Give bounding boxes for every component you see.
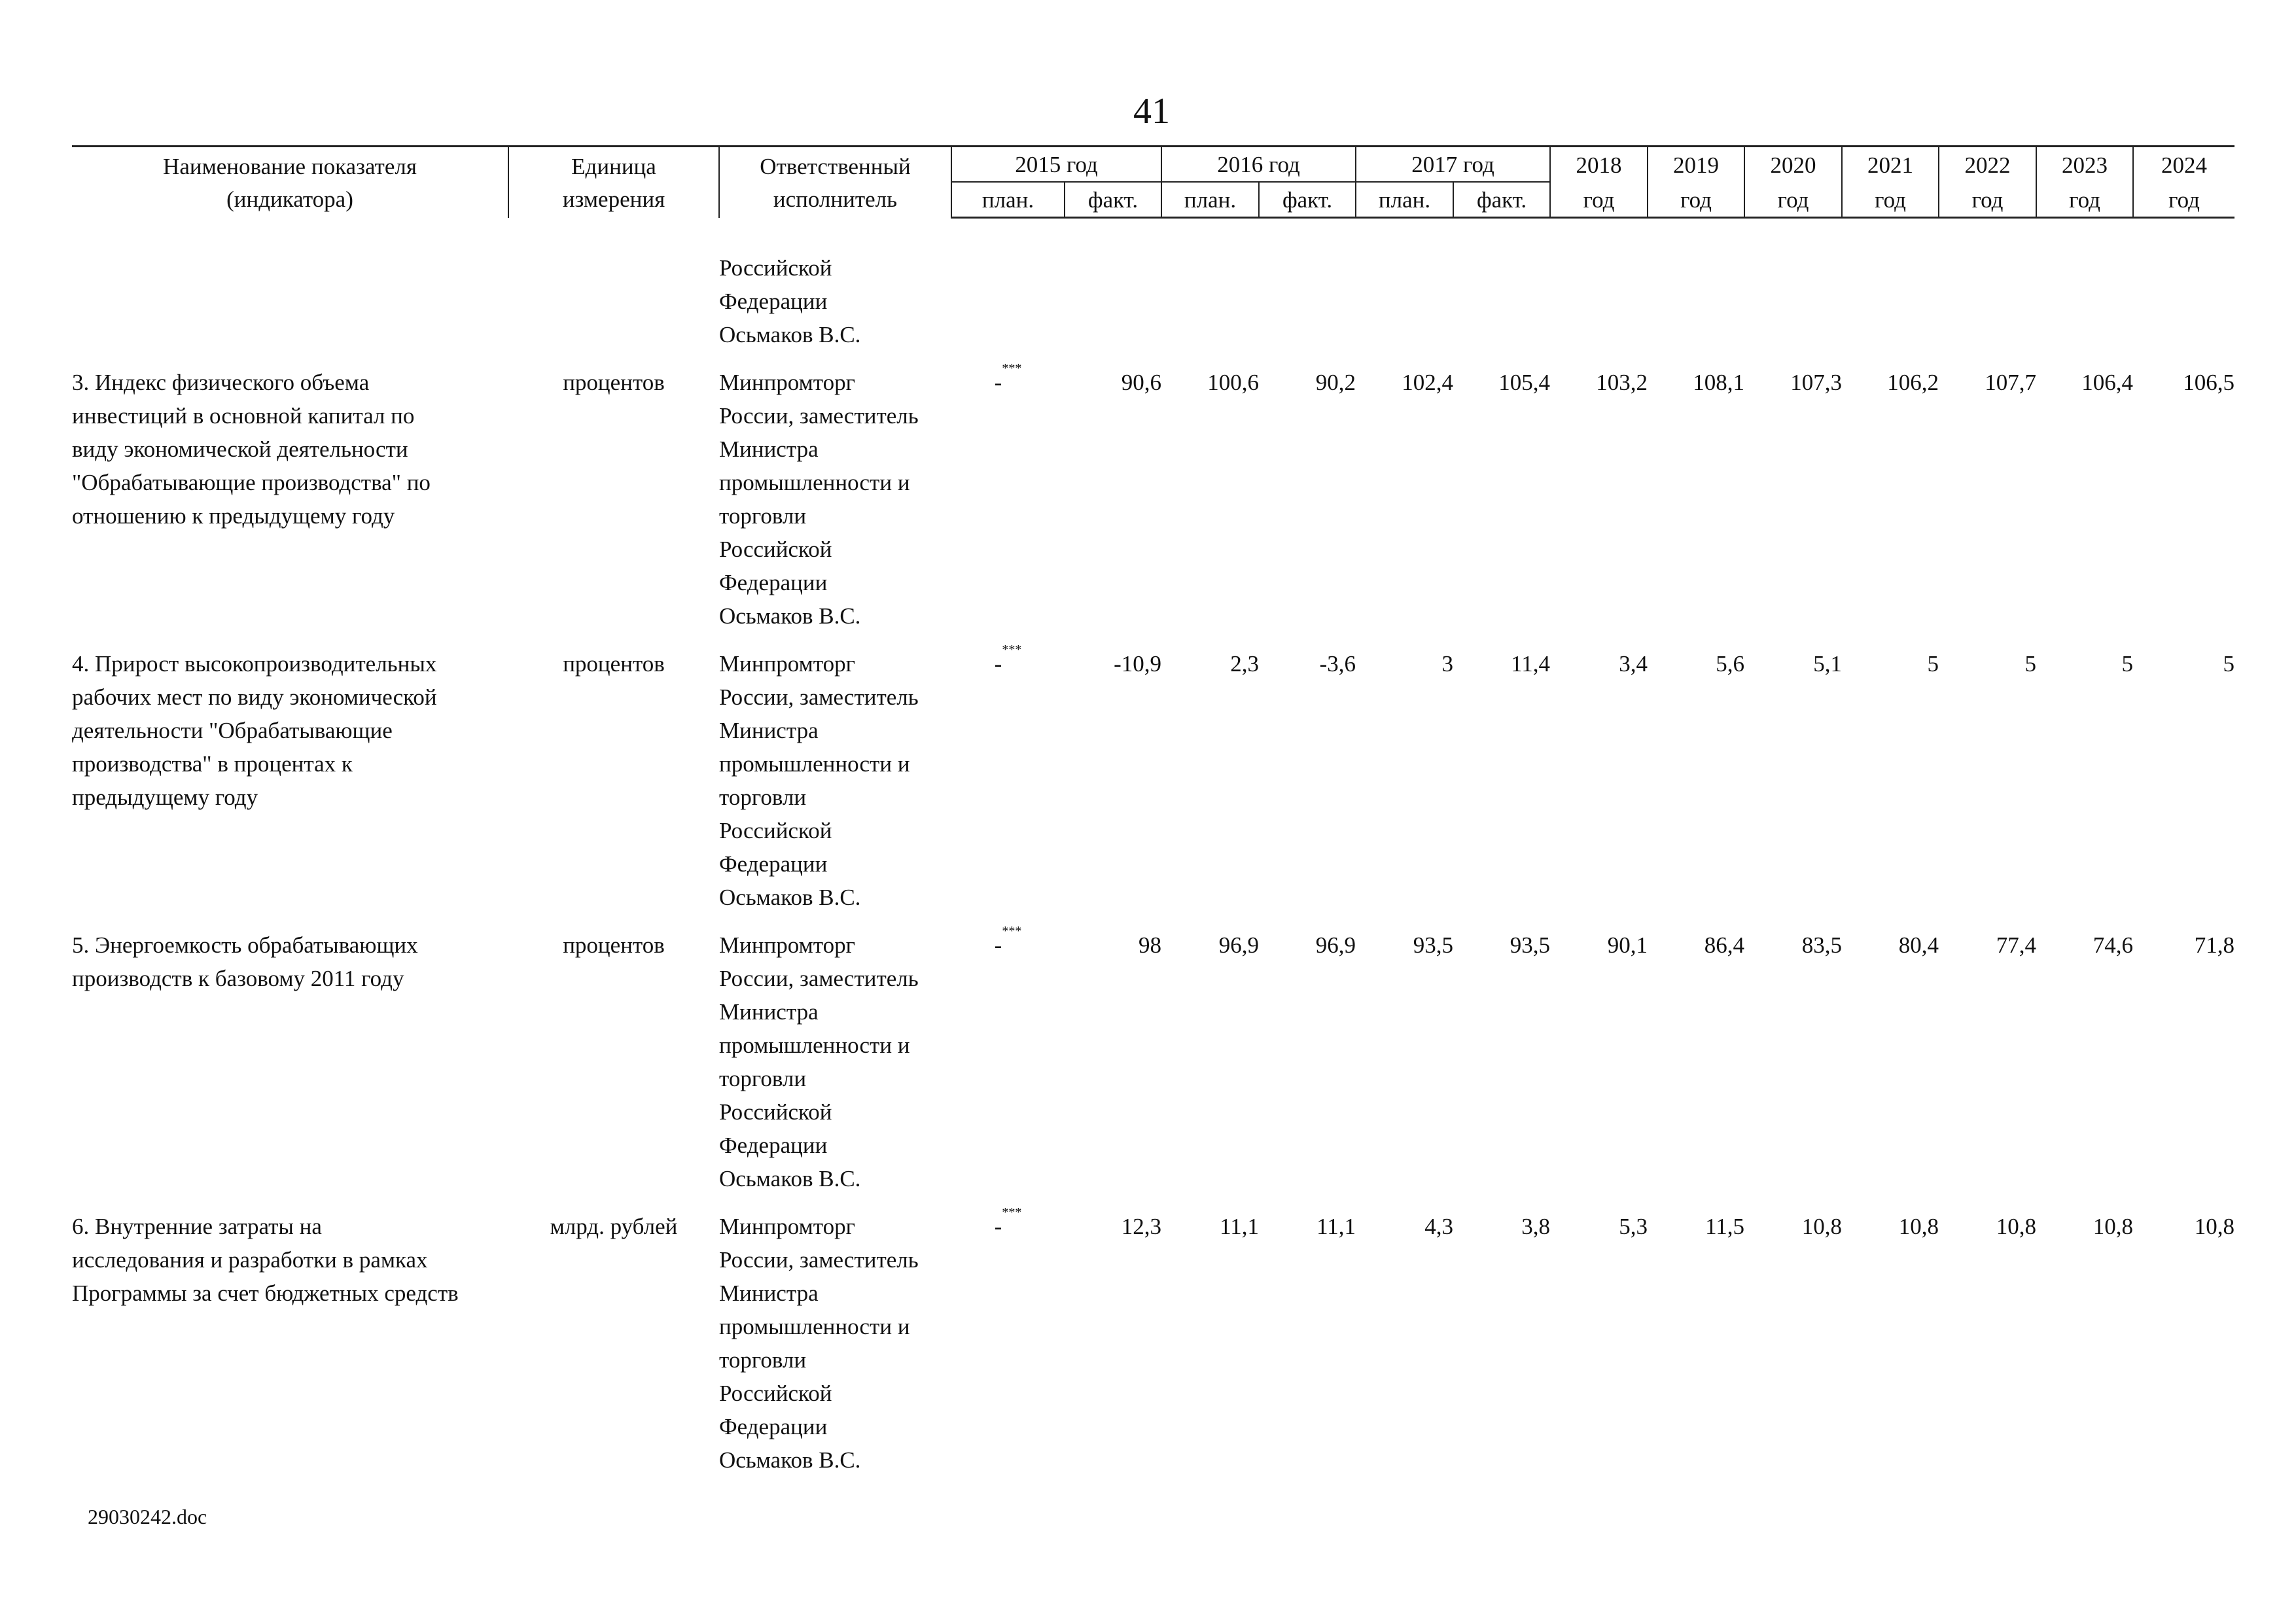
value-2018: 5,3 <box>1619 1214 1648 1239</box>
value-2022: 5 <box>2024 651 2037 677</box>
header-suffix-2018: год <box>1550 182 1648 218</box>
indicator-name: 3. Индекс физического объема инвестиций в основной капитал по виду экономической деятельности "Обрабатывающие производства" по отношению к предыдущему году <box>72 370 431 529</box>
value-2021: 80,4 <box>1898 932 1939 958</box>
header-responsible: Ответственный исполнитель <box>719 147 951 218</box>
indicator-responsible: Минпромторг России, заместитель Министра промышленности и торговли Российской Федерации Осьмаков В.С. <box>719 1214 919 1473</box>
value-2018: 3,4 <box>1619 651 1648 677</box>
header-suffix-2023: год <box>2036 182 2133 218</box>
value-fact-2016: 96,9 <box>1315 932 1356 958</box>
value-2019: 11,5 <box>1705 1214 1745 1239</box>
header-year-2023: 2023 <box>2036 147 2133 183</box>
value-plan-2016: 11,1 <box>1220 1214 1260 1239</box>
header-year-2022: 2022 <box>1939 147 2036 183</box>
indicators-table <box>72 145 2234 1477</box>
value-2020: 83,5 <box>1801 932 1843 958</box>
value-2021: 10,8 <box>1898 1214 1939 1239</box>
document-filename: 29030242.doc <box>88 1505 207 1528</box>
value-plan-2016: 100,6 <box>1207 370 1260 395</box>
indicator-name: 4. Прирост высокопроизводительных рабочих мест по виду экономической деятельности "Обрабатывающие производства" в процентах к предыдущему году <box>72 651 437 810</box>
indicator-row <box>72 1195 2234 1477</box>
header-fact-2017: факт. <box>1453 182 1550 218</box>
header-unit: Единица измерения <box>508 147 719 218</box>
continuation-responsible: Российской Федерации Осьмаков В.С. <box>719 255 861 347</box>
value-fact-2016: 11,1 <box>1316 1214 1356 1239</box>
value-plan-2015: -*** <box>994 361 1022 395</box>
value-plan-2017: 3 <box>1441 651 1454 677</box>
indicator-unit: процентов <box>563 370 665 395</box>
value-2023: 74,6 <box>2093 932 2134 958</box>
value-fact-2015: 90,6 <box>1121 370 1162 395</box>
header-plan-2016: план. <box>1161 182 1259 218</box>
value-fact-2017: 93,5 <box>1510 932 1551 958</box>
value-2023: 10,8 <box>2093 1214 2134 1239</box>
value-plan-2015: -*** <box>994 924 1022 958</box>
value-plan-2017: 4,3 <box>1424 1214 1454 1239</box>
value-2024: 71,8 <box>2194 932 2235 958</box>
value-plan-2017: 93,5 <box>1413 932 1454 958</box>
footnote-marker: *** <box>1002 1205 1022 1220</box>
value-2023: 106,4 <box>2081 370 2134 395</box>
header-suffix-2022: год <box>1939 182 2036 218</box>
header-year-2019: 2019 <box>1648 147 1744 183</box>
header-year-2015: 2015 год <box>951 147 1161 183</box>
indicator-responsible: Минпромторг России, заместитель Министра промышленности и торговли Российской Федерации Осьмаков В.С. <box>719 932 919 1191</box>
value-2019: 86,4 <box>1704 932 1745 958</box>
indicator-unit: процентов <box>563 651 665 677</box>
header-year-2018: 2018 <box>1550 147 1648 183</box>
indicator-name: 6. Внутренние затраты на исследования и разработки в рамках Программы за счет бюджетных средств <box>72 1214 459 1306</box>
header-indicator-name: Наименование показателя (индикатора) <box>72 147 508 218</box>
header-suffix-2019: год <box>1648 182 1744 218</box>
header-year-2016: 2016 год <box>1161 147 1356 183</box>
value-2018: 103,2 <box>1596 370 1648 395</box>
header-year-2020: 2020 <box>1744 147 1842 183</box>
footnote-marker: *** <box>1002 361 1022 376</box>
value-2024: 5 <box>2223 651 2235 677</box>
continuation-row <box>72 251 2234 351</box>
value-2022: 10,8 <box>1996 1214 2037 1239</box>
value-2020: 107,3 <box>1790 370 1843 395</box>
value-2019: 5,6 <box>1716 651 1745 677</box>
value-plan-2016: 96,9 <box>1218 932 1260 958</box>
value-fact-2016: 90,2 <box>1315 370 1356 395</box>
header-fact-2015: факт. <box>1065 182 1161 218</box>
footnote-marker: *** <box>1002 924 1022 938</box>
value-plan-2016: 2,3 <box>1230 651 1260 677</box>
header-year-2024: 2024 <box>2133 147 2234 183</box>
indicator-responsible: Минпромторг России, заместитель Министра промышленности и торговли Российской Федерации Осьмаков В.С. <box>719 370 919 629</box>
page-number: 41 <box>1133 91 1170 132</box>
value-plan-2015: -*** <box>994 1205 1022 1239</box>
value-2024: 106,5 <box>2183 370 2235 395</box>
value-plan-2017: 102,4 <box>1402 370 1454 395</box>
header-suffix-2020: год <box>1744 182 1842 218</box>
header-plan-2015: план. <box>951 182 1065 218</box>
value-fact-2015: 12,3 <box>1121 1214 1162 1239</box>
value-2021: 5 <box>1927 651 1939 677</box>
indicator-responsible: Минпромторг России, заместитель Министра промышленности и торговли Российской Федерации Осьмаков В.С. <box>719 651 919 910</box>
value-2019: 108,1 <box>1693 370 1745 395</box>
value-2020: 10,8 <box>1801 1214 1843 1239</box>
value-2020: 5,1 <box>1813 651 1843 677</box>
value-fact-2015: -10,9 <box>1114 651 1162 677</box>
indicator-unit: млрд. рублей <box>550 1214 678 1239</box>
header-fact-2016: факт. <box>1259 182 1356 218</box>
value-2021: 106,2 <box>1887 370 1939 395</box>
footnote-marker: *** <box>1002 643 1022 657</box>
value-2022: 107,7 <box>1985 370 2037 395</box>
value-fact-2016: -3,6 <box>1319 651 1356 677</box>
value-fact-2017: 3,8 <box>1521 1214 1551 1239</box>
header-suffix-2021: год <box>1842 182 1939 218</box>
value-2023: 5 <box>2121 651 2134 677</box>
header-plan-2017: план. <box>1356 182 1453 218</box>
value-fact-2015: 98 <box>1139 932 1162 958</box>
value-2024: 10,8 <box>2194 1214 2235 1239</box>
header-suffix-2024: год <box>2133 182 2234 218</box>
indicator-unit: процентов <box>563 932 665 958</box>
header-year-2017: 2017 год <box>1356 147 1550 183</box>
value-2022: 77,4 <box>1996 932 2037 958</box>
indicator-row <box>72 914 2234 1195</box>
indicator-name: 5. Энергоемкость обрабатывающих производств к базовому 2011 году <box>72 932 418 991</box>
value-fact-2017: 11,4 <box>1511 651 1551 677</box>
header-year-2021: 2021 <box>1842 147 1939 183</box>
value-fact-2017: 105,4 <box>1498 370 1551 395</box>
indicator-row <box>72 351 2234 633</box>
value-plan-2015: -*** <box>994 643 1022 677</box>
indicator-row <box>72 633 2234 914</box>
value-2018: 90,1 <box>1607 932 1648 958</box>
